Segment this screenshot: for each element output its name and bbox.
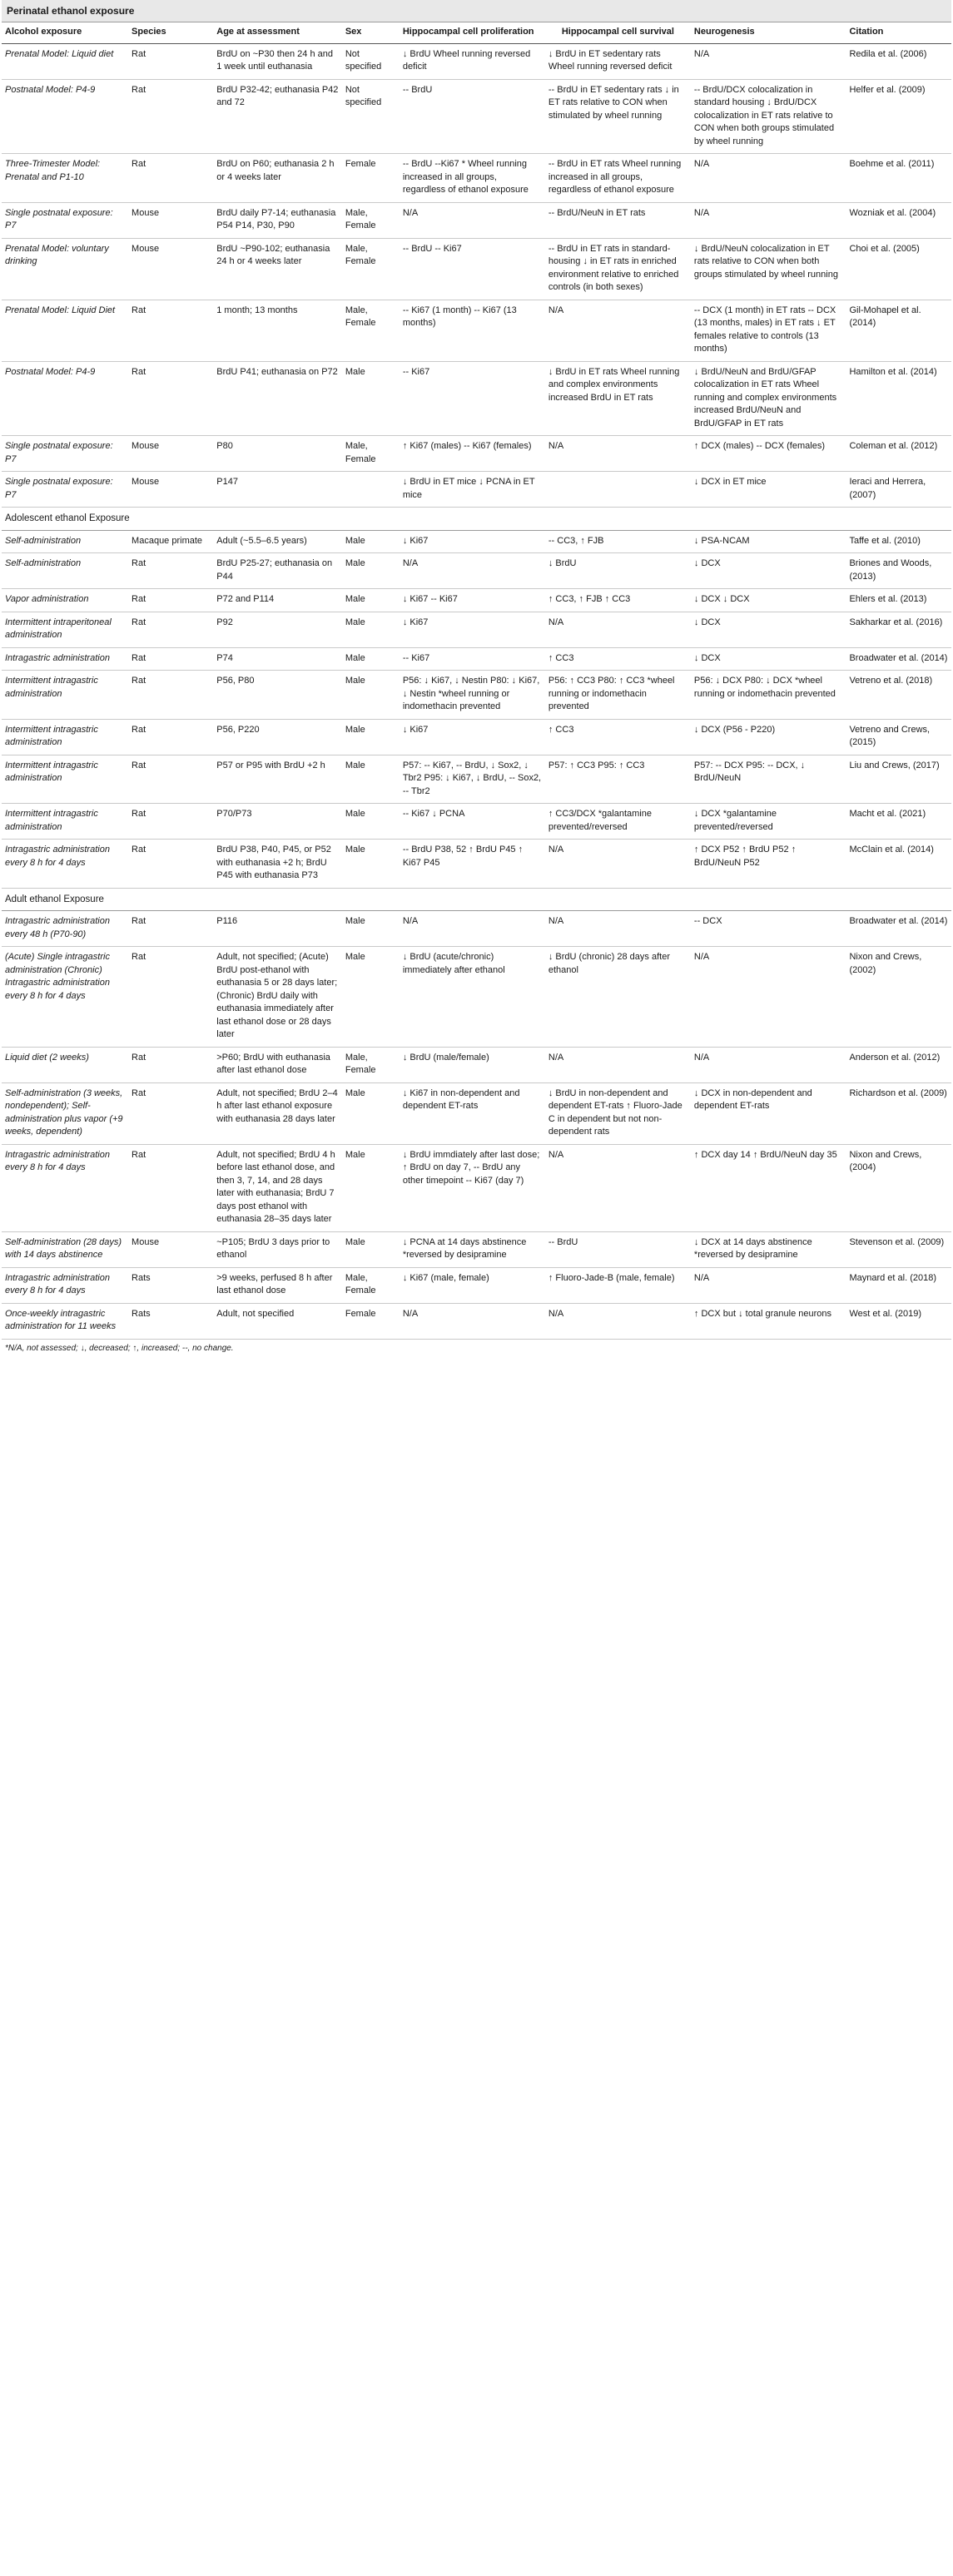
cell-survival: -- BrdU in ET sedentary rats ↓ in ET rats relative to CON when stimulated by wheel running: [545, 79, 691, 154]
cell-survival: N/A: [545, 911, 691, 947]
table-row: [2, 719, 951, 755]
cell-age: BrdU on ~P30 then 24 h and 1 week until euthanasia: [213, 43, 342, 79]
cell-survival: N/A: [545, 840, 691, 889]
cell-alcohol-exposure: Self-administration: [2, 530, 128, 553]
cell-neurogenesis: N/A: [691, 1047, 846, 1082]
cell-survival: [545, 472, 691, 508]
cell-sex: Female: [342, 1303, 400, 1339]
cell-alcohol-exposure: Prenatal Model: Liquid diet: [2, 43, 128, 79]
cell-proliferation: ↓ BrdU immdiately after last dose; ↑ BrdU on day 7, -- BrdU any other timepoint -- Ki67 (day 7): [400, 1144, 545, 1231]
cell-sex: Male: [342, 1082, 400, 1144]
cell-alcohol-exposure: Self-administration: [2, 553, 128, 589]
cell-alcohol-exposure: Self-administration (28 days) with 14 days abstinence: [2, 1231, 128, 1267]
cell-survival: -- BrdU in ET rats Wheel running increased in all groups, regardless of ethanol exposure: [545, 154, 691, 203]
cell-proliferation: ↓ Ki67: [400, 719, 545, 755]
cell-age: BrdU daily P7-14; euthanasia P54 P14, P30, P90: [213, 202, 342, 238]
cell-neurogenesis: P56: ↓ DCX P80: ↓ DCX *wheel running or indomethacin prevented: [691, 671, 846, 720]
cell-sex: Male: [342, 589, 400, 612]
cell-neurogenesis: N/A: [691, 202, 846, 238]
cell-species: Rat: [128, 361, 213, 436]
table-footnote: *N/A, not assessed; ↓, decreased; ↑, increased; --, no change.: [5, 1343, 234, 1353]
cell-proliferation: N/A: [400, 1303, 545, 1339]
section-header-row: [2, 508, 951, 531]
cell-species: Rat: [128, 840, 213, 889]
cell-neurogenesis: ↓ DCX ↓ DCX: [691, 589, 846, 612]
cell-species: Rat: [128, 1144, 213, 1231]
cell-citation: Choi et al. (2005): [846, 238, 951, 300]
cell-survival: P56: ↑ CC3 P80: ↑ CC3 *wheel running or indomethacin prevented: [545, 671, 691, 720]
cell-sex: Female: [342, 154, 400, 203]
cell-citation: Briones and Woods, (2013): [846, 553, 951, 589]
table-row: [2, 436, 951, 472]
cell-species: Macaque primate: [128, 530, 213, 553]
cell-sex: Not specified: [342, 79, 400, 154]
cell-citation: West et al. (2019): [846, 1303, 951, 1339]
cell-citation: Ehlers et al. (2013): [846, 589, 951, 612]
header-survival: Hippocampal cell survival: [545, 22, 691, 43]
cell-species: Rat: [128, 79, 213, 154]
cell-age: BrdU ~P90-102; euthanasia 24 h or 4 weeks later: [213, 238, 342, 300]
cell-survival: N/A: [545, 1144, 691, 1231]
cell-citation: Helfer et al. (2009): [846, 79, 951, 154]
cell-survival: ↑ CC3: [545, 719, 691, 755]
cell-proliferation: -- BrdU -- Ki67: [400, 238, 545, 300]
cell-species: Rat: [128, 1082, 213, 1144]
ethanol-neurogenesis-table: [2, 22, 951, 1340]
cell-age: P116: [213, 911, 342, 947]
cell-neurogenesis: N/A: [691, 1267, 846, 1303]
cell-proliferation: ↓ Ki67 in non-dependent and dependent ET-rats: [400, 1082, 545, 1144]
cell-species: Mouse: [128, 1231, 213, 1267]
cell-age: P92: [213, 612, 342, 647]
cell-age: P72 and P114: [213, 589, 342, 612]
cell-survival: N/A: [545, 436, 691, 472]
cell-proliferation: P56: ↓ Ki67, ↓ Nestin P80: ↓ Ki67, ↓ Nestin *wheel running or indomethacin prevented: [400, 671, 545, 720]
header-alcohol-exposure: Alcohol exposure: [2, 22, 128, 43]
cell-neurogenesis: ↓ DCX in ET mice: [691, 472, 846, 508]
cell-alcohol-exposure: Prenatal Model: Liquid Diet: [2, 300, 128, 361]
cell-sex: Male, Female: [342, 238, 400, 300]
cell-survival: N/A: [545, 1047, 691, 1082]
cell-neurogenesis: ↓ DCX *galantamine prevented/reversed: [691, 804, 846, 840]
cell-survival: -- BrdU/NeuN in ET rats: [545, 202, 691, 238]
cell-sex: Male: [342, 671, 400, 720]
cell-neurogenesis: ↑ DCX day 14 ↑ BrdU/NeuN day 35: [691, 1144, 846, 1231]
cell-alcohol-exposure: Three-Trimester Model: Prenatal and P1-10: [2, 154, 128, 203]
cell-neurogenesis: ↑ DCX but ↓ total granule neurons: [691, 1303, 846, 1339]
cell-alcohol-exposure: Self-administration (3 weeks, nondependent); Self-administration plus vapor (+9 weeks, dependent): [2, 1082, 128, 1144]
cell-citation: Anderson et al. (2012): [846, 1047, 951, 1082]
cell-proliferation: -- BrdU --Ki67 * Wheel running increased in all groups, regardless of ethanol exposure: [400, 154, 545, 203]
cell-sex: Male: [342, 647, 400, 671]
cell-proliferation: ↓ Ki67: [400, 612, 545, 647]
cell-survival: ↑ Fluoro-Jade-B (male, female): [545, 1267, 691, 1303]
cell-survival: ↓ BrdU in ET sedentary rats Wheel running reversed deficit: [545, 43, 691, 79]
section-title: Adult ethanol Exposure: [2, 888, 951, 911]
cell-survival: ↓ BrdU in non-dependent and dependent ET-rats ↑ Fluoro-Jade C in dependent but not non-dependent rats: [545, 1082, 691, 1144]
cell-survival: ↓ BrdU in ET rats Wheel running and complex environments increased BrdU in ET rats: [545, 361, 691, 436]
table-row: [2, 647, 951, 671]
cell-citation: Liu and Crews, (2017): [846, 755, 951, 804]
table-row: [2, 1303, 951, 1339]
cell-proliferation: ↓ PCNA at 14 days abstinence *reversed by desipramine: [400, 1231, 545, 1267]
cell-proliferation: ↓ Ki67 -- Ki67: [400, 589, 545, 612]
cell-neurogenesis: -- DCX: [691, 911, 846, 947]
cell-citation: Broadwater et al. (2014): [846, 647, 951, 671]
cell-citation: Maynard et al. (2018): [846, 1267, 951, 1303]
cell-alcohol-exposure: Intragastric administration every 8 h for 4 days: [2, 1267, 128, 1303]
cell-age: BrdU P38, P40, P45, or P52 with euthanasia +2 h; BrdU P45 with euthanasia P73: [213, 840, 342, 889]
cell-neurogenesis: ↓ DCX at 14 days abstinence *reversed by desipramine: [691, 1231, 846, 1267]
cell-species: Rat: [128, 804, 213, 840]
cell-alcohol-exposure: (Acute) Single intragastric administration (Chronic) Intragastric administration every 8 h for 4 days: [2, 947, 128, 1048]
cell-age: BrdU P32-42; euthanasia P42 and 72: [213, 79, 342, 154]
cell-citation: Wozniak et al. (2004): [846, 202, 951, 238]
table-row: [2, 202, 951, 238]
cell-proliferation: ↑ Ki67 (males) -- Ki67 (females): [400, 436, 545, 472]
cell-species: Rat: [128, 647, 213, 671]
cell-species: Rat: [128, 154, 213, 203]
table-row: [2, 530, 951, 553]
cell-neurogenesis: ↑ DCX (males) -- DCX (females): [691, 436, 846, 472]
table-row: [2, 79, 951, 154]
cell-age: P56, P80: [213, 671, 342, 720]
table-row: [2, 1231, 951, 1267]
table-row: [2, 553, 951, 589]
cell-alcohol-exposure: Single postnatal exposure: P7: [2, 202, 128, 238]
cell-alcohol-exposure: Intragastric administration every 8 h for 4 days: [2, 840, 128, 889]
cell-survival: P57: ↑ CC3 P95: ↑ CC3: [545, 755, 691, 804]
cell-sex: Male: [342, 719, 400, 755]
cell-citation: Redila et al. (2006): [846, 43, 951, 79]
cell-sex: Male, Female: [342, 300, 400, 361]
cell-neurogenesis: N/A: [691, 947, 846, 1048]
table-row: [2, 1082, 951, 1144]
table-body: [2, 43, 951, 1339]
table-row: [2, 1144, 951, 1231]
section-title: Adolescent ethanol Exposure: [2, 508, 951, 531]
cell-species: Rat: [128, 719, 213, 755]
cell-neurogenesis: ↓ DCX: [691, 612, 846, 647]
cell-age: >9 weeks, perfused 8 h after last ethanol dose: [213, 1267, 342, 1303]
cell-alcohol-exposure: Postnatal Model: P4-9: [2, 79, 128, 154]
cell-neurogenesis: -- BrdU/DCX colocalization in standard housing ↓ BrdU/DCX colocalization in ET rats relative to CON when both groups stimulated by wheel running: [691, 79, 846, 154]
cell-neurogenesis: ↓ PSA-NCAM: [691, 530, 846, 553]
cell-species: Rats: [128, 1267, 213, 1303]
header-neurogenesis: Neurogenesis: [691, 22, 846, 43]
cell-species: Mouse: [128, 202, 213, 238]
table-row: [2, 361, 951, 436]
table-header-row: [2, 22, 951, 43]
table-row: [2, 589, 951, 612]
cell-alcohol-exposure: Intermittent intragastric administration: [2, 719, 128, 755]
cell-age: P57 or P95 with BrdU +2 h: [213, 755, 342, 804]
cell-neurogenesis: ↓ DCX in non-dependent and dependent ET-rats: [691, 1082, 846, 1144]
cell-sex: [342, 472, 400, 508]
cell-age: Adult (~5.5–6.5 years): [213, 530, 342, 553]
cell-neurogenesis: ↓ DCX: [691, 647, 846, 671]
cell-alcohol-exposure: Single postnatal exposure: P7: [2, 472, 128, 508]
table-row: [2, 612, 951, 647]
cell-age: Adult, not specified; BrdU 4 h before last ethanol dose, and then 3, 7, 14, and 28 days later with euthanasia; BrdU 7 days post ethanol with euthanasia 28–35 days later: [213, 1144, 342, 1231]
cell-survival: N/A: [545, 1303, 691, 1339]
cell-sex: Male: [342, 361, 400, 436]
cell-survival: -- BrdU in ET rats in standard-housing ↓ in ET rats in enriched environment relative to enriched controls (in both sexes): [545, 238, 691, 300]
cell-age: BrdU P25-27; euthanasia on P44: [213, 553, 342, 589]
cell-citation: Nixon and Crews, (2004): [846, 1144, 951, 1231]
cell-alcohol-exposure: Intragastric administration every 48 h (P70-90): [2, 911, 128, 947]
cell-proliferation: ↓ BrdU (acute/chronic) immediately after ethanol: [400, 947, 545, 1048]
cell-proliferation: -- BrdU P38, 52 ↑ BrdU P45 ↑ Ki67 P45: [400, 840, 545, 889]
header-sex: Sex: [342, 22, 400, 43]
cell-proliferation: ↓ BrdU Wheel running reversed deficit: [400, 43, 545, 79]
cell-proliferation: -- BrdU: [400, 79, 545, 154]
cell-age: Adult, not specified; (Acute) BrdU post-ethanol with euthanasia 5 or 28 days later; (Chronic) BrdU daily with euthanasia immediately after last ethanol dose or 28 days later: [213, 947, 342, 1048]
cell-alcohol-exposure: Postnatal Model: P4-9: [2, 361, 128, 436]
cell-citation: Richardson et al. (2009): [846, 1082, 951, 1144]
cell-citation: Stevenson et al. (2009): [846, 1231, 951, 1267]
table-row: [2, 1047, 951, 1082]
cell-survival: ↓ BrdU: [545, 553, 691, 589]
cell-age: ~P105; BrdU 3 days prior to ethanol: [213, 1231, 342, 1267]
cell-sex: Male: [342, 612, 400, 647]
cell-sex: Not specified: [342, 43, 400, 79]
cell-alcohol-exposure: Intragastric administration: [2, 647, 128, 671]
cell-alcohol-exposure: Intermittent intraperitoneal administration: [2, 612, 128, 647]
cell-survival: -- CC3, ↑ FJB: [545, 530, 691, 553]
cell-citation: Coleman et al. (2012): [846, 436, 951, 472]
header-age: Age at assessment: [213, 22, 342, 43]
cell-proliferation: ↓ BrdU (male/female): [400, 1047, 545, 1082]
cell-alcohol-exposure: Intermittent intragastric administration: [2, 671, 128, 720]
cell-alcohol-exposure: Vapor administration: [2, 589, 128, 612]
table-row: [2, 840, 951, 889]
cell-age: P56, P220: [213, 719, 342, 755]
cell-survival: ↓ BrdU (chronic) 28 days after ethanol: [545, 947, 691, 1048]
cell-age: Adult, not specified; BrdU 2–4 h after last ethanol exposure with euthanasia 28 days later: [213, 1082, 342, 1144]
cell-sex: Male: [342, 530, 400, 553]
table-row: [2, 43, 951, 79]
cell-survival: ↑ CC3, ↑ FJB ↑ CC3: [545, 589, 691, 612]
cell-species: Rat: [128, 671, 213, 720]
cell-citation: Nixon and Crews, (2002): [846, 947, 951, 1048]
cell-alcohol-exposure: Prenatal Model: voluntary drinking: [2, 238, 128, 300]
cell-citation: Sakharkar et al. (2016): [846, 612, 951, 647]
table-row: [2, 472, 951, 508]
cell-alcohol-exposure: Liquid diet (2 weeks): [2, 1047, 128, 1082]
cell-survival: ↑ CC3/DCX *galantamine prevented/reversed: [545, 804, 691, 840]
header-proliferation: Hippocampal cell proliferation: [400, 22, 545, 43]
section-header-row: [2, 888, 951, 911]
table-row: [2, 911, 951, 947]
cell-proliferation: P57: -- Ki67, -- BrdU, ↓ Sox2, ↓ Tbr2 P95: ↓ Ki67, ↓ BrdU, -- Sox2, -- Tbr2: [400, 755, 545, 804]
cell-alcohol-exposure: Intragastric administration every 8 h for 4 days: [2, 1144, 128, 1231]
cell-citation: Vetreno and Crews, (2015): [846, 719, 951, 755]
cell-proliferation: N/A: [400, 202, 545, 238]
table-row: [2, 671, 951, 720]
table-row: [2, 154, 951, 203]
cell-sex: Male: [342, 755, 400, 804]
cell-proliferation: -- Ki67 ↓ PCNA: [400, 804, 545, 840]
cell-sex: Male: [342, 804, 400, 840]
cell-survival: N/A: [545, 612, 691, 647]
cell-neurogenesis: ↓ BrdU/NeuN colocalization in ET rats relative to CON when both groups stimulated by wheel running: [691, 238, 846, 300]
cell-citation: Macht et al. (2021): [846, 804, 951, 840]
cell-proliferation: N/A: [400, 911, 545, 947]
cell-survival: N/A: [545, 300, 691, 361]
cell-alcohol-exposure: Once-weekly intragastric administration for 11 weeks: [2, 1303, 128, 1339]
cell-species: Rat: [128, 911, 213, 947]
cell-neurogenesis: N/A: [691, 154, 846, 203]
cell-sex: Male: [342, 1231, 400, 1267]
cell-species: Rats: [128, 1303, 213, 1339]
cell-neurogenesis: ↓ DCX: [691, 553, 846, 589]
cell-survival: -- BrdU: [545, 1231, 691, 1267]
cell-age: P70/P73: [213, 804, 342, 840]
cell-sex: Male: [342, 947, 400, 1048]
table-row: [2, 238, 951, 300]
cell-age: P147: [213, 472, 342, 508]
cell-age: 1 month; 13 months: [213, 300, 342, 361]
cell-species: Rat: [128, 1047, 213, 1082]
cell-proliferation: -- Ki67: [400, 647, 545, 671]
cell-alcohol-exposure: Intermittent intragastric administration: [2, 804, 128, 840]
cell-citation: Boehme et al. (2011): [846, 154, 951, 203]
cell-age: Adult, not specified: [213, 1303, 342, 1339]
cell-species: Mouse: [128, 472, 213, 508]
cell-sex: Male: [342, 911, 400, 947]
cell-age: BrdU P41; euthanasia on P72: [213, 361, 342, 436]
cell-proliferation: -- Ki67: [400, 361, 545, 436]
cell-sex: Male, Female: [342, 1047, 400, 1082]
cell-sex: Male: [342, 1144, 400, 1231]
cell-citation: Ieraci and Herrera, (2007): [846, 472, 951, 508]
cell-citation: Taffe et al. (2010): [846, 530, 951, 553]
cell-alcohol-exposure: Single postnatal exposure: P7: [2, 436, 128, 472]
table-row: [2, 755, 951, 804]
table-row: [2, 1267, 951, 1303]
cell-neurogenesis: N/A: [691, 43, 846, 79]
cell-species: Mouse: [128, 238, 213, 300]
cell-species: Rat: [128, 589, 213, 612]
cell-age: >P60; BrdU with euthanasia after last ethanol dose: [213, 1047, 342, 1082]
cell-neurogenesis: P57: -- DCX P95: -- DCX, ↓ BrdU/NeuN: [691, 755, 846, 804]
cell-species: Rat: [128, 755, 213, 804]
cell-species: Rat: [128, 612, 213, 647]
cell-neurogenesis: ↓ DCX (P56 - P220): [691, 719, 846, 755]
cell-sex: Male: [342, 840, 400, 889]
table-row: [2, 300, 951, 361]
cell-species: Rat: [128, 43, 213, 79]
cell-age: P74: [213, 647, 342, 671]
cell-citation: Vetreno et al. (2018): [846, 671, 951, 720]
document-page: [2, 0, 951, 1357]
cell-citation: Broadwater et al. (2014): [846, 911, 951, 947]
cell-survival: ↑ CC3: [545, 647, 691, 671]
cell-neurogenesis: ↑ DCX P52 ↑ BrdU P52 ↑ BrdU/NeuN P52: [691, 840, 846, 889]
cell-proliferation: ↓ Ki67: [400, 530, 545, 553]
cell-proliferation: ↓ BrdU in ET mice ↓ PCNA in ET mice: [400, 472, 545, 508]
cell-proliferation: -- Ki67 (1 month) -- Ki67 (13 months): [400, 300, 545, 361]
cell-citation: Hamilton et al. (2014): [846, 361, 951, 436]
table-row: [2, 804, 951, 840]
cell-sex: Male, Female: [342, 436, 400, 472]
cell-alcohol-exposure: Intermittent intragastric administration: [2, 755, 128, 804]
cell-species: Rat: [128, 947, 213, 1048]
cell-species: Mouse: [128, 436, 213, 472]
cell-age: BrdU on P60; euthanasia 2 h or 4 weeks later: [213, 154, 342, 203]
cell-neurogenesis: ↓ BrdU/NeuN and BrdU/GFAP colocalization in ET rats Wheel running and complex environments increased BrdU/NeuN and BrdU/GFAP in ET rats: [691, 361, 846, 436]
cell-proliferation: N/A: [400, 553, 545, 589]
cell-sex: Male, Female: [342, 1267, 400, 1303]
table-caption: Perinatal ethanol exposure: [2, 0, 951, 22]
cell-citation: McClain et al. (2014): [846, 840, 951, 889]
cell-sex: Male, Female: [342, 202, 400, 238]
header-species: Species: [128, 22, 213, 43]
cell-age: P80: [213, 436, 342, 472]
header-citation: Citation: [846, 22, 951, 43]
cell-neurogenesis: -- DCX (1 month) in ET rats -- DCX (13 months, males) in ET rats ↓ ET females relative to controls (13 months): [691, 300, 846, 361]
cell-proliferation: ↓ Ki67 (male, female): [400, 1267, 545, 1303]
cell-sex: Male: [342, 553, 400, 589]
cell-species: Rat: [128, 553, 213, 589]
cell-citation: Gil-Mohapel et al. (2014): [846, 300, 951, 361]
table-row: [2, 947, 951, 1048]
cell-species: Rat: [128, 300, 213, 361]
